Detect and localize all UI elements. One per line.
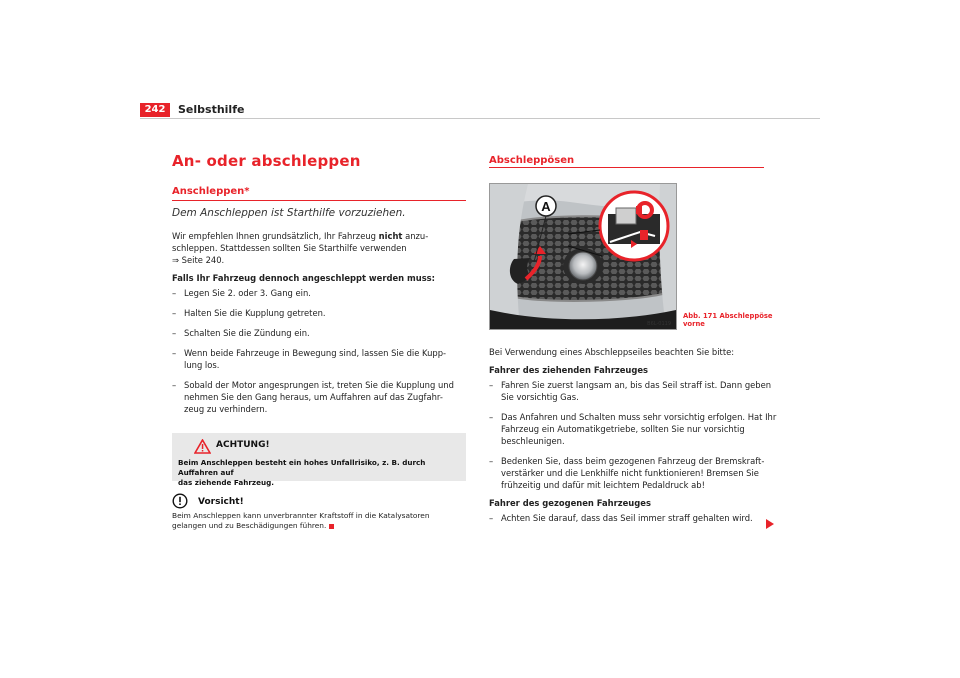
figure-code: B6L-0119 — [647, 321, 671, 327]
list-item-line: beschleunigen. — [501, 436, 565, 446]
figure-tow-eye — [489, 183, 677, 330]
list-item-line: Fahrzeug ein Automatikgetriebe, sollten Sie nur vorsichtig — [501, 424, 745, 434]
list-dash: – — [172, 348, 177, 358]
steps-list — [172, 287, 468, 415]
subsection-rule-right — [489, 167, 764, 168]
list-item-line: Schalten Sie die Zündung ein. — [184, 328, 310, 338]
warning-box — [172, 433, 466, 487]
list-dash: – — [172, 288, 177, 298]
next-page-arrow-icon[interactable] — [766, 519, 774, 529]
group2-heading: Fahrer des gezogenen Fahrzeuges — [489, 498, 651, 508]
list-item-line: Sie vorsichtig Gas. — [501, 392, 579, 402]
subsection-title-anschleppen: Anschleppen* — [172, 186, 250, 197]
list-item — [172, 327, 468, 339]
page-number: 242 — [140, 103, 170, 117]
figure-caption: Abb. 171 Abschleppöse vorne — [683, 312, 773, 328]
list-item-line: Wenn beide Fahrzeuge in Bewegung sind, lassen Sie die Kupp- — [184, 348, 447, 358]
lead-text: Dem Anschleppen ist Starthilfe vorzuziehen. — [172, 207, 406, 219]
list-item-line: Das Anfahren und Schalten muss sehr vorsichtig erfolgen. Hat Ihr — [501, 412, 777, 422]
list-item-line: verstärker und die Lenkhilfe nicht funktionieren! Bremsen Sie — [501, 468, 759, 478]
caution-title: Vorsicht! — [198, 497, 244, 507]
list-item — [489, 411, 779, 447]
list-item-line: Achten Sie darauf, dass das Seil immer straff gehalten wird. — [501, 513, 753, 523]
list-dash: – — [172, 380, 177, 390]
list-item — [489, 455, 779, 491]
intro-line-3[interactable]: ⇒ Seite 240. — [172, 255, 225, 265]
warning-title: ACHTUNG! — [216, 440, 270, 450]
list-item-line: nehmen Sie den Gang heraus, um Auffahren auf das Zugfahr- — [184, 392, 443, 402]
end-marker-icon — [329, 524, 334, 529]
list-item-line: Legen Sie 2. oder 3. Gang ein. — [184, 288, 311, 298]
list-item-line: lung los. — [184, 360, 220, 370]
subsection-title-abschleppoesen: Abschleppösen — [489, 155, 575, 166]
list-dash: – — [489, 412, 494, 422]
warning-text: Beim Anschleppen besteht ein hohes Unfallrisiko, z. B. durch Auffahren auf das ziehende Fahrzeug. — [178, 458, 426, 487]
header-rule — [140, 118, 820, 119]
list-item — [489, 379, 779, 403]
list-item — [172, 379, 468, 415]
list-dash: – — [489, 380, 494, 390]
left-body — [172, 230, 468, 415]
list-item-line: Sobald der Motor angesprungen ist, treten Sie die Kupplung und — [184, 380, 454, 390]
tow-eye-illustration — [490, 184, 676, 329]
steps-heading: Falls Ihr Fahrzeug dennoch angeschleppt werden muss: — [172, 273, 436, 283]
group1-heading: Fahrer des ziehenden Fahrzeuges — [489, 365, 649, 375]
group2-list — [489, 512, 779, 524]
right-intro: Bei Verwendung eines Abschleppseiles beachten Sie bitte: — [489, 347, 735, 357]
subsection-rule — [172, 200, 466, 201]
list-dash: – — [172, 328, 177, 338]
right-body — [489, 346, 779, 524]
list-dash: – — [489, 513, 494, 523]
list-dash: – — [489, 456, 494, 466]
list-item-line: Bedenken Sie, dass beim gezogenen Fahrzeug der Bremskraft- — [501, 456, 765, 466]
list-item-line: Fahren Sie zuerst langsam an, bis das Seil straff ist. Dann geben — [501, 380, 772, 390]
section-title: An- oder abschleppen — [172, 152, 361, 170]
caution-text: Beim Anschleppen kann unverbrannter Kraftstoff in die Katalysatoren gelangen und zu Beschädigungen führen. — [172, 511, 430, 530]
list-item — [172, 307, 468, 319]
list-item-line: zeug zu verhindern. — [184, 404, 268, 414]
list-item-line: frühzeitig und dafür mit leichtem Pedaldruck ab! — [501, 480, 705, 490]
list-item — [172, 347, 468, 371]
intro-line-1: Wir empfehlen Ihnen grundsätzlich, Ihr Fahrzeug nicht anzu- — [172, 231, 429, 241]
list-item — [172, 287, 468, 299]
caution-exclamation-icon — [172, 493, 188, 509]
group1-list — [489, 379, 779, 491]
list-dash: – — [172, 308, 177, 318]
warning-triangle-icon — [194, 439, 211, 454]
running-title: Selbsthilfe — [178, 103, 245, 116]
list-item — [489, 512, 779, 524]
list-item-line: Halten Sie die Kupplung getreten. — [184, 308, 326, 318]
intro-line-2: schleppen. Stattdessen sollten Sie Starthilfe verwenden — [172, 243, 407, 253]
figure-label-a: A — [541, 199, 551, 214]
